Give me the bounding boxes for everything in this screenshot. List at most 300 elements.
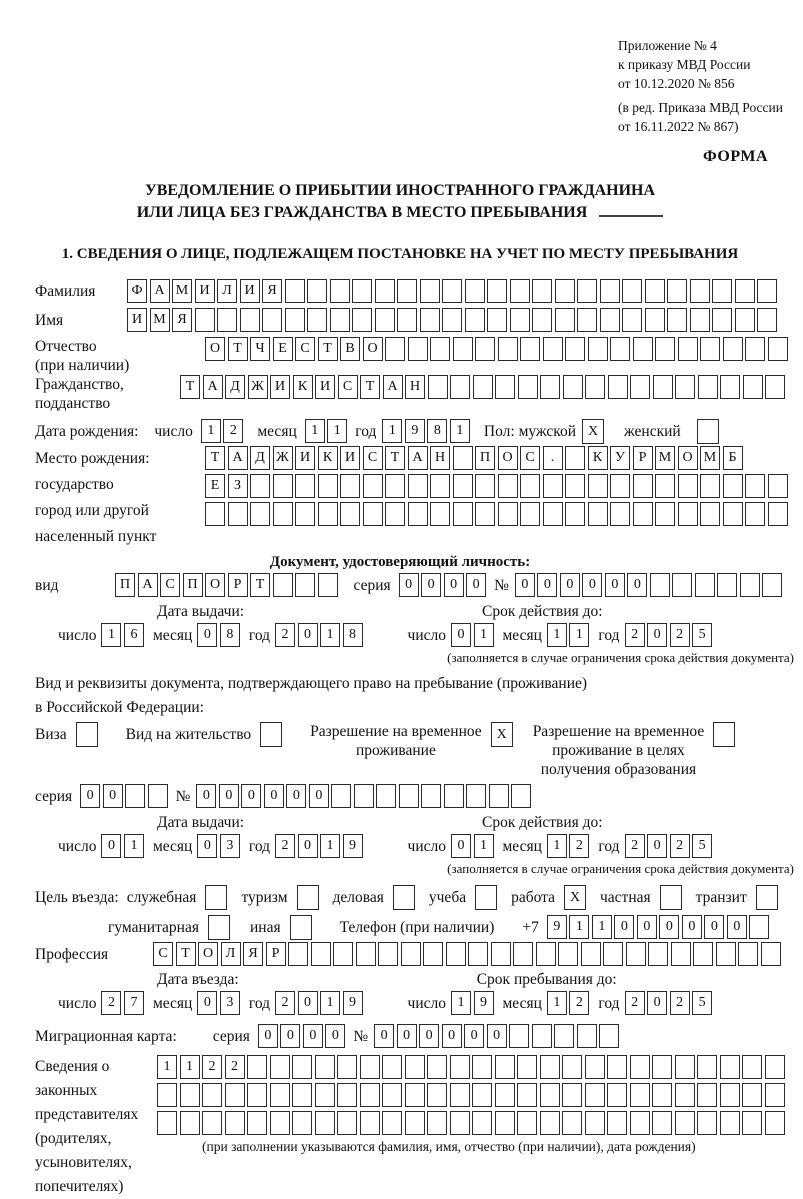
char-box[interactable]: [427, 1111, 447, 1135]
char-box[interactable]: 1: [547, 623, 567, 647]
char-box[interactable]: С: [153, 942, 173, 966]
char-box[interactable]: Л: [217, 279, 237, 303]
char-box[interactable]: [450, 375, 470, 399]
char-box[interactable]: [720, 1111, 740, 1135]
char-box[interactable]: Е: [205, 474, 225, 498]
char-box[interactable]: [577, 279, 597, 303]
char-box[interactable]: 2: [625, 623, 645, 647]
char-box[interactable]: [360, 1083, 380, 1107]
char-box[interactable]: [510, 279, 530, 303]
char-box[interactable]: [532, 1024, 552, 1048]
char-box[interactable]: [473, 375, 493, 399]
char-box[interactable]: 0: [444, 573, 464, 597]
char-box[interactable]: [247, 1083, 267, 1107]
char-box[interactable]: [622, 279, 642, 303]
char-box[interactable]: [333, 942, 353, 966]
char-box[interactable]: [385, 474, 405, 498]
char-box[interactable]: И: [270, 375, 290, 399]
char-box[interactable]: 0: [419, 1024, 439, 1048]
char-box[interactable]: [607, 1055, 627, 1079]
char-box[interactable]: [768, 474, 788, 498]
char-box[interactable]: [427, 1055, 447, 1079]
char-box[interactable]: 2: [223, 419, 243, 443]
char-box[interactable]: [655, 502, 675, 526]
char-box[interactable]: [742, 1111, 762, 1135]
char-box[interactable]: [757, 308, 777, 332]
char-box[interactable]: 1: [451, 991, 471, 1015]
char-box[interactable]: [273, 573, 293, 597]
char-box[interactable]: 0: [442, 1024, 462, 1048]
char-box[interactable]: [307, 279, 327, 303]
char-box[interactable]: [749, 915, 769, 939]
char-box[interactable]: .: [543, 446, 563, 470]
char-box[interactable]: [450, 1055, 470, 1079]
char-box[interactable]: 0: [197, 623, 217, 647]
char-box[interactable]: [295, 502, 315, 526]
char-box[interactable]: [745, 502, 765, 526]
char-box[interactable]: [453, 337, 473, 361]
char-box[interactable]: [645, 308, 665, 332]
char-box[interactable]: [723, 502, 743, 526]
char-box[interactable]: В: [340, 337, 360, 361]
char-box[interactable]: [518, 375, 538, 399]
char-box[interactable]: [382, 1111, 402, 1135]
char-box[interactable]: [315, 1111, 335, 1135]
char-box[interactable]: 1: [320, 834, 340, 858]
char-box[interactable]: [630, 1055, 650, 1079]
char-box[interactable]: [626, 942, 646, 966]
char-box[interactable]: 0: [614, 915, 634, 939]
char-box[interactable]: [653, 375, 673, 399]
char-box[interactable]: [430, 474, 450, 498]
char-box[interactable]: [180, 1083, 200, 1107]
char-box[interactable]: [768, 502, 788, 526]
char-box[interactable]: 8: [427, 419, 447, 443]
char-box[interactable]: [509, 1024, 529, 1048]
char-box[interactable]: [599, 1024, 619, 1048]
char-box[interactable]: Р: [266, 942, 286, 966]
char-box[interactable]: 0: [303, 1024, 323, 1048]
char-box[interactable]: Т: [228, 337, 248, 361]
residence-permit-checkbox[interactable]: [260, 722, 282, 747]
char-box[interactable]: [401, 942, 421, 966]
char-box[interactable]: [444, 784, 464, 808]
char-box[interactable]: [607, 1111, 627, 1135]
char-box[interactable]: [603, 942, 623, 966]
char-box[interactable]: [698, 375, 718, 399]
char-box[interactable]: 1: [474, 623, 494, 647]
char-box[interactable]: [555, 308, 575, 332]
char-box[interactable]: [675, 1055, 695, 1079]
char-box[interactable]: [495, 1111, 515, 1135]
char-box[interactable]: [453, 502, 473, 526]
char-box[interactable]: 2: [225, 1055, 245, 1079]
char-box[interactable]: О: [498, 446, 518, 470]
char-box[interactable]: [465, 279, 485, 303]
char-box[interactable]: [225, 1083, 245, 1107]
char-box[interactable]: [446, 942, 466, 966]
char-box[interactable]: 0: [374, 1024, 394, 1048]
char-box[interactable]: [423, 942, 443, 966]
char-box[interactable]: 0: [80, 784, 100, 808]
char-box[interactable]: [655, 337, 675, 361]
char-box[interactable]: [340, 474, 360, 498]
char-box[interactable]: 3: [220, 834, 240, 858]
char-box[interactable]: М: [700, 446, 720, 470]
char-box[interactable]: 0: [399, 573, 419, 597]
char-box[interactable]: [427, 1083, 447, 1107]
char-box[interactable]: [633, 474, 653, 498]
char-box[interactable]: [180, 1111, 200, 1135]
char-box[interactable]: [318, 474, 338, 498]
char-box[interactable]: 1: [180, 1055, 200, 1079]
char-box[interactable]: [655, 474, 675, 498]
char-box[interactable]: 5: [692, 991, 712, 1015]
char-box[interactable]: [697, 1055, 717, 1079]
char-box[interactable]: Т: [176, 942, 196, 966]
char-box[interactable]: [360, 1055, 380, 1079]
char-box[interactable]: 0: [659, 915, 679, 939]
char-box[interactable]: [465, 308, 485, 332]
char-box[interactable]: Б: [723, 446, 743, 470]
char-box[interactable]: [720, 375, 740, 399]
char-box[interactable]: [375, 308, 395, 332]
char-box[interactable]: [376, 784, 396, 808]
char-box[interactable]: 1: [327, 419, 347, 443]
char-box[interactable]: 0: [451, 623, 471, 647]
char-box[interactable]: [577, 1024, 597, 1048]
char-box[interactable]: [195, 308, 215, 332]
char-box[interactable]: Т: [360, 375, 380, 399]
char-box[interactable]: [472, 1111, 492, 1135]
char-box[interactable]: 0: [537, 573, 557, 597]
char-box[interactable]: [652, 1083, 672, 1107]
char-box[interactable]: [428, 375, 448, 399]
char-box[interactable]: [285, 308, 305, 332]
char-box[interactable]: [511, 784, 531, 808]
char-box[interactable]: [331, 784, 351, 808]
char-box[interactable]: 0: [605, 573, 625, 597]
purpose-study-checkbox[interactable]: [475, 885, 497, 910]
char-box[interactable]: З: [228, 474, 248, 498]
purpose-business-checkbox[interactable]: [393, 885, 415, 910]
char-box[interactable]: 9: [343, 991, 363, 1015]
char-box[interactable]: [315, 1083, 335, 1107]
char-box[interactable]: [385, 502, 405, 526]
char-box[interactable]: [330, 279, 350, 303]
char-box[interactable]: [630, 1111, 650, 1135]
char-box[interactable]: [363, 502, 383, 526]
char-box[interactable]: [273, 474, 293, 498]
char-box[interactable]: 1: [157, 1055, 177, 1079]
char-box[interactable]: С: [295, 337, 315, 361]
char-box[interactable]: [354, 784, 374, 808]
char-box[interactable]: [667, 308, 687, 332]
char-box[interactable]: [648, 942, 668, 966]
char-box[interactable]: [270, 1111, 290, 1135]
char-box[interactable]: [720, 1083, 740, 1107]
char-box[interactable]: [532, 308, 552, 332]
char-box[interactable]: [491, 942, 511, 966]
char-box[interactable]: [588, 502, 608, 526]
char-box[interactable]: [608, 375, 628, 399]
char-box[interactable]: [397, 279, 417, 303]
char-box[interactable]: [453, 446, 473, 470]
char-box[interactable]: [247, 1111, 267, 1135]
char-box[interactable]: Т: [205, 446, 225, 470]
char-box[interactable]: [520, 337, 540, 361]
char-box[interactable]: [472, 1055, 492, 1079]
char-box[interactable]: [735, 308, 755, 332]
char-box[interactable]: [765, 1083, 785, 1107]
char-box[interactable]: [543, 474, 563, 498]
char-box[interactable]: [716, 942, 736, 966]
char-box[interactable]: [288, 942, 308, 966]
char-box[interactable]: 0: [197, 991, 217, 1015]
purpose-official-checkbox[interactable]: [205, 885, 227, 910]
char-box[interactable]: А: [408, 446, 428, 470]
char-box[interactable]: [588, 337, 608, 361]
char-box[interactable]: [228, 502, 248, 526]
purpose-transit-checkbox[interactable]: [756, 885, 778, 910]
char-box[interactable]: [498, 502, 518, 526]
char-box[interactable]: 2: [101, 991, 121, 1015]
char-box[interactable]: [270, 1083, 290, 1107]
char-box[interactable]: [337, 1055, 357, 1079]
char-box[interactable]: [375, 279, 395, 303]
char-box[interactable]: 7: [124, 991, 144, 1015]
char-box[interactable]: [652, 1055, 672, 1079]
char-box[interactable]: [337, 1111, 357, 1135]
char-box[interactable]: 0: [298, 623, 318, 647]
char-box[interactable]: [157, 1111, 177, 1135]
char-box[interactable]: [475, 502, 495, 526]
char-box[interactable]: П: [183, 573, 203, 597]
char-box[interactable]: [295, 474, 315, 498]
char-box[interactable]: [292, 1083, 312, 1107]
char-box[interactable]: 0: [196, 784, 216, 808]
char-box[interactable]: 0: [298, 991, 318, 1015]
char-box[interactable]: 0: [298, 834, 318, 858]
char-box[interactable]: Д: [225, 375, 245, 399]
char-box[interactable]: [745, 337, 765, 361]
char-box[interactable]: [743, 375, 763, 399]
char-box[interactable]: Ж: [273, 446, 293, 470]
char-box[interactable]: [562, 1055, 582, 1079]
char-box[interactable]: 1: [592, 915, 612, 939]
purpose-work-checkbox[interactable]: X: [564, 885, 586, 910]
char-box[interactable]: [565, 446, 585, 470]
char-box[interactable]: 0: [582, 573, 602, 597]
char-box[interactable]: [562, 1083, 582, 1107]
char-box[interactable]: [442, 308, 462, 332]
char-box[interactable]: [125, 784, 145, 808]
char-box[interactable]: Н: [430, 446, 450, 470]
char-box[interactable]: [430, 502, 450, 526]
char-box[interactable]: [405, 1111, 425, 1135]
char-box[interactable]: К: [293, 375, 313, 399]
char-box[interactable]: [148, 784, 168, 808]
char-box[interactable]: [540, 1055, 560, 1079]
char-box[interactable]: К: [588, 446, 608, 470]
char-box[interactable]: [498, 337, 518, 361]
char-box[interactable]: [520, 474, 540, 498]
char-box[interactable]: О: [363, 337, 383, 361]
char-box[interactable]: Д: [250, 446, 270, 470]
char-box[interactable]: Р: [633, 446, 653, 470]
char-box[interactable]: [555, 279, 575, 303]
char-box[interactable]: 0: [627, 573, 647, 597]
char-box[interactable]: [650, 573, 670, 597]
char-box[interactable]: [690, 279, 710, 303]
char-box[interactable]: 0: [264, 784, 284, 808]
char-box[interactable]: [487, 279, 507, 303]
char-box[interactable]: 0: [560, 573, 580, 597]
char-box[interactable]: [765, 1111, 785, 1135]
char-box[interactable]: [399, 784, 419, 808]
char-box[interactable]: [517, 1111, 537, 1135]
char-box[interactable]: М: [150, 308, 170, 332]
char-box[interactable]: 2: [275, 991, 295, 1015]
char-box[interactable]: [600, 279, 620, 303]
char-box[interactable]: [352, 279, 372, 303]
char-box[interactable]: [421, 784, 441, 808]
char-box[interactable]: 9: [343, 834, 363, 858]
char-box[interactable]: 1: [547, 991, 567, 1015]
char-box[interactable]: [475, 474, 495, 498]
char-box[interactable]: [720, 1055, 740, 1079]
char-box[interactable]: 6: [124, 623, 144, 647]
char-box[interactable]: 0: [647, 623, 667, 647]
char-box[interactable]: [356, 942, 376, 966]
char-box[interactable]: [240, 308, 260, 332]
char-box[interactable]: Е: [273, 337, 293, 361]
char-box[interactable]: [675, 1083, 695, 1107]
char-box[interactable]: [675, 1111, 695, 1135]
char-box[interactable]: [330, 308, 350, 332]
char-box[interactable]: 1: [474, 834, 494, 858]
char-box[interactable]: 0: [325, 1024, 345, 1048]
char-box[interactable]: [420, 308, 440, 332]
char-box[interactable]: [717, 573, 737, 597]
char-box[interactable]: [678, 337, 698, 361]
char-box[interactable]: [202, 1083, 222, 1107]
char-box[interactable]: И: [295, 446, 315, 470]
char-box[interactable]: [468, 942, 488, 966]
char-box[interactable]: А: [203, 375, 223, 399]
char-box[interactable]: С: [520, 446, 540, 470]
char-box[interactable]: [453, 474, 473, 498]
char-box[interactable]: [315, 1055, 335, 1079]
char-box[interactable]: 1: [320, 991, 340, 1015]
char-box[interactable]: 2: [670, 623, 690, 647]
char-box[interactable]: [585, 1111, 605, 1135]
char-box[interactable]: Л: [221, 942, 241, 966]
gender-male-checkbox[interactable]: X: [582, 419, 604, 444]
char-box[interactable]: [498, 474, 518, 498]
char-box[interactable]: М: [655, 446, 675, 470]
char-box[interactable]: 0: [103, 784, 123, 808]
char-box[interactable]: [558, 942, 578, 966]
char-box[interactable]: [408, 502, 428, 526]
char-box[interactable]: 1: [320, 623, 340, 647]
char-box[interactable]: [554, 1024, 574, 1048]
char-box[interactable]: [761, 942, 781, 966]
char-box[interactable]: 3: [220, 991, 240, 1015]
char-box[interactable]: 0: [197, 834, 217, 858]
char-box[interactable]: 0: [286, 784, 306, 808]
char-box[interactable]: [382, 1083, 402, 1107]
char-box[interactable]: 2: [670, 991, 690, 1015]
char-box[interactable]: [250, 502, 270, 526]
char-box[interactable]: [652, 1111, 672, 1135]
char-box[interactable]: [292, 1055, 312, 1079]
char-box[interactable]: 1: [547, 834, 567, 858]
char-box[interactable]: [217, 308, 237, 332]
char-box[interactable]: Я: [172, 308, 192, 332]
char-box[interactable]: 0: [637, 915, 657, 939]
char-box[interactable]: [442, 279, 462, 303]
char-box[interactable]: 1: [101, 623, 121, 647]
char-box[interactable]: [588, 474, 608, 498]
char-box[interactable]: [285, 279, 305, 303]
char-box[interactable]: [540, 1083, 560, 1107]
char-box[interactable]: [247, 1055, 267, 1079]
edu-residence-checkbox[interactable]: [713, 722, 735, 747]
char-box[interactable]: П: [475, 446, 495, 470]
char-box[interactable]: Я: [262, 279, 282, 303]
char-box[interactable]: 0: [219, 784, 239, 808]
char-box[interactable]: П: [115, 573, 135, 597]
char-box[interactable]: [360, 1111, 380, 1135]
char-box[interactable]: [363, 474, 383, 498]
char-box[interactable]: [307, 308, 327, 332]
purpose-private-checkbox[interactable]: [660, 885, 682, 910]
char-box[interactable]: 2: [275, 623, 295, 647]
char-box[interactable]: [378, 942, 398, 966]
char-box[interactable]: 0: [309, 784, 329, 808]
char-box[interactable]: О: [205, 337, 225, 361]
char-box[interactable]: И: [240, 279, 260, 303]
char-box[interactable]: 1: [382, 419, 402, 443]
char-box[interactable]: [408, 337, 428, 361]
char-box[interactable]: [408, 474, 428, 498]
char-box[interactable]: О: [678, 446, 698, 470]
char-box[interactable]: [745, 474, 765, 498]
char-box[interactable]: Ф: [127, 279, 147, 303]
char-box[interactable]: [630, 1083, 650, 1107]
char-box[interactable]: 1: [201, 419, 221, 443]
char-box[interactable]: [630, 375, 650, 399]
char-box[interactable]: [202, 1111, 222, 1135]
char-box[interactable]: 1: [305, 419, 325, 443]
char-box[interactable]: 9: [547, 915, 567, 939]
char-box[interactable]: [675, 375, 695, 399]
char-box[interactable]: [517, 1083, 537, 1107]
char-box[interactable]: 2: [275, 834, 295, 858]
char-box[interactable]: 0: [704, 915, 724, 939]
char-box[interactable]: [633, 337, 653, 361]
char-box[interactable]: 0: [647, 834, 667, 858]
char-box[interactable]: [762, 573, 782, 597]
char-box[interactable]: 2: [202, 1055, 222, 1079]
char-box[interactable]: [700, 502, 720, 526]
char-box[interactable]: К: [318, 446, 338, 470]
char-box[interactable]: [585, 1055, 605, 1079]
char-box[interactable]: [262, 308, 282, 332]
char-box[interactable]: [723, 337, 743, 361]
char-box[interactable]: [157, 1083, 177, 1107]
